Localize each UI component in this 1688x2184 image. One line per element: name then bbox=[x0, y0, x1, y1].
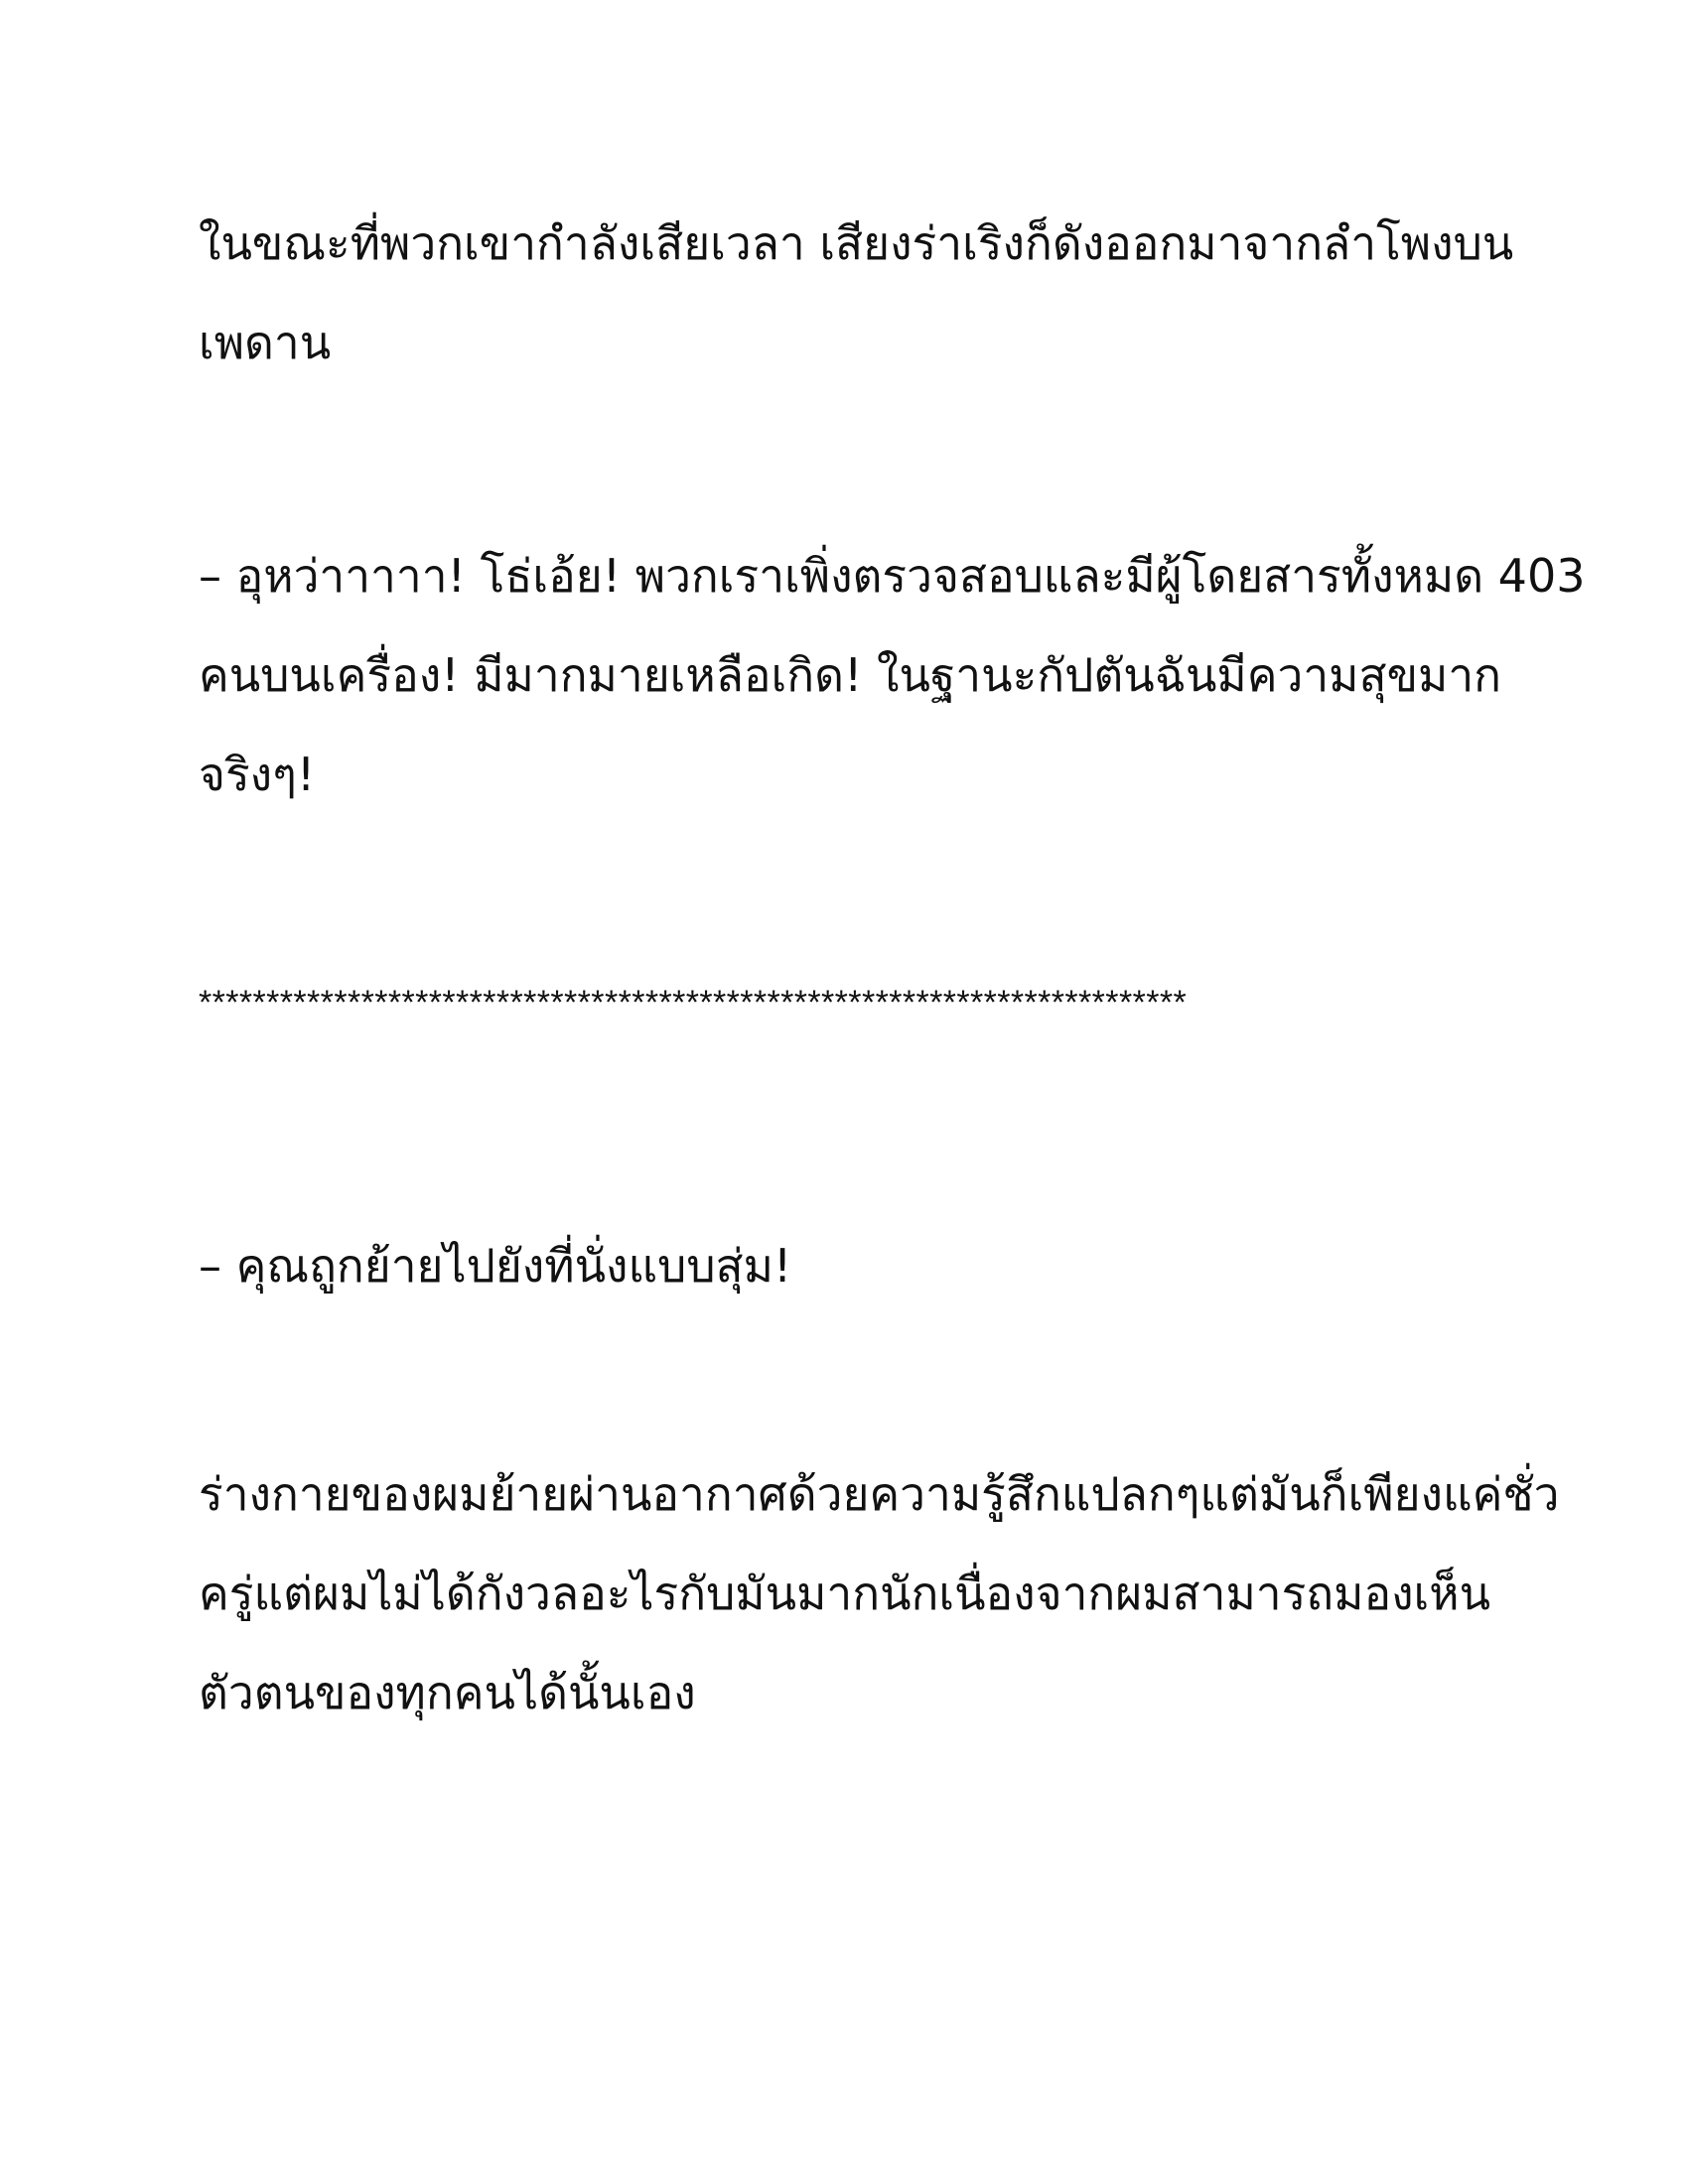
section-separator: ************************************************************************* bbox=[199, 984, 1188, 1022]
paragraph-line: เพดาน bbox=[199, 316, 332, 369]
paragraph-line: – อุหว่าาาาา! โธ่เอ้ย! พวกเราเพิ่งตรวจสอบและมีผู้โดยสารทั้งหมด 403 bbox=[199, 549, 1586, 603]
paragraph-line: ร่างกายของผมย้ายผ่านอากาศด้วยความรู้สึกแปลกๆแต่มันก็เพียงแค่ชั่ว bbox=[199, 1467, 1560, 1521]
paragraph-random-seat bbox=[199, 1216, 1479, 1315]
paragraph-body-moved bbox=[199, 1444, 1560, 1742]
paragraph-captain-announcement bbox=[199, 526, 1586, 824]
paragraph-line: ครู่แต่ผมไม่ได้กังวลอะไรกับมันมากนักเนื่องจากผมสามารถมองเห็น bbox=[199, 1567, 1491, 1620]
paragraph-line: ตัวตนของทุกคนได้นั้นเอง bbox=[199, 1666, 696, 1719]
paragraph-waiting bbox=[199, 194, 1514, 392]
paragraph-line: คนบนเครื่อง! มีมากมายเหลือเกิด! ในฐานะกัปตันฉันมีความสุขมาก bbox=[199, 648, 1502, 702]
paragraph-line: จริงๆ! bbox=[199, 748, 316, 801]
paragraph-line: – คุณถูกย้ายไปยังที่นั่งแบบสุ่ม! bbox=[199, 1239, 792, 1293]
paragraph-line: ในขณะที่พวกเขากำลังเสียเวลา เสียงร่าเริงก็ดังออกมาจากลำโพงบน bbox=[199, 216, 1514, 270]
